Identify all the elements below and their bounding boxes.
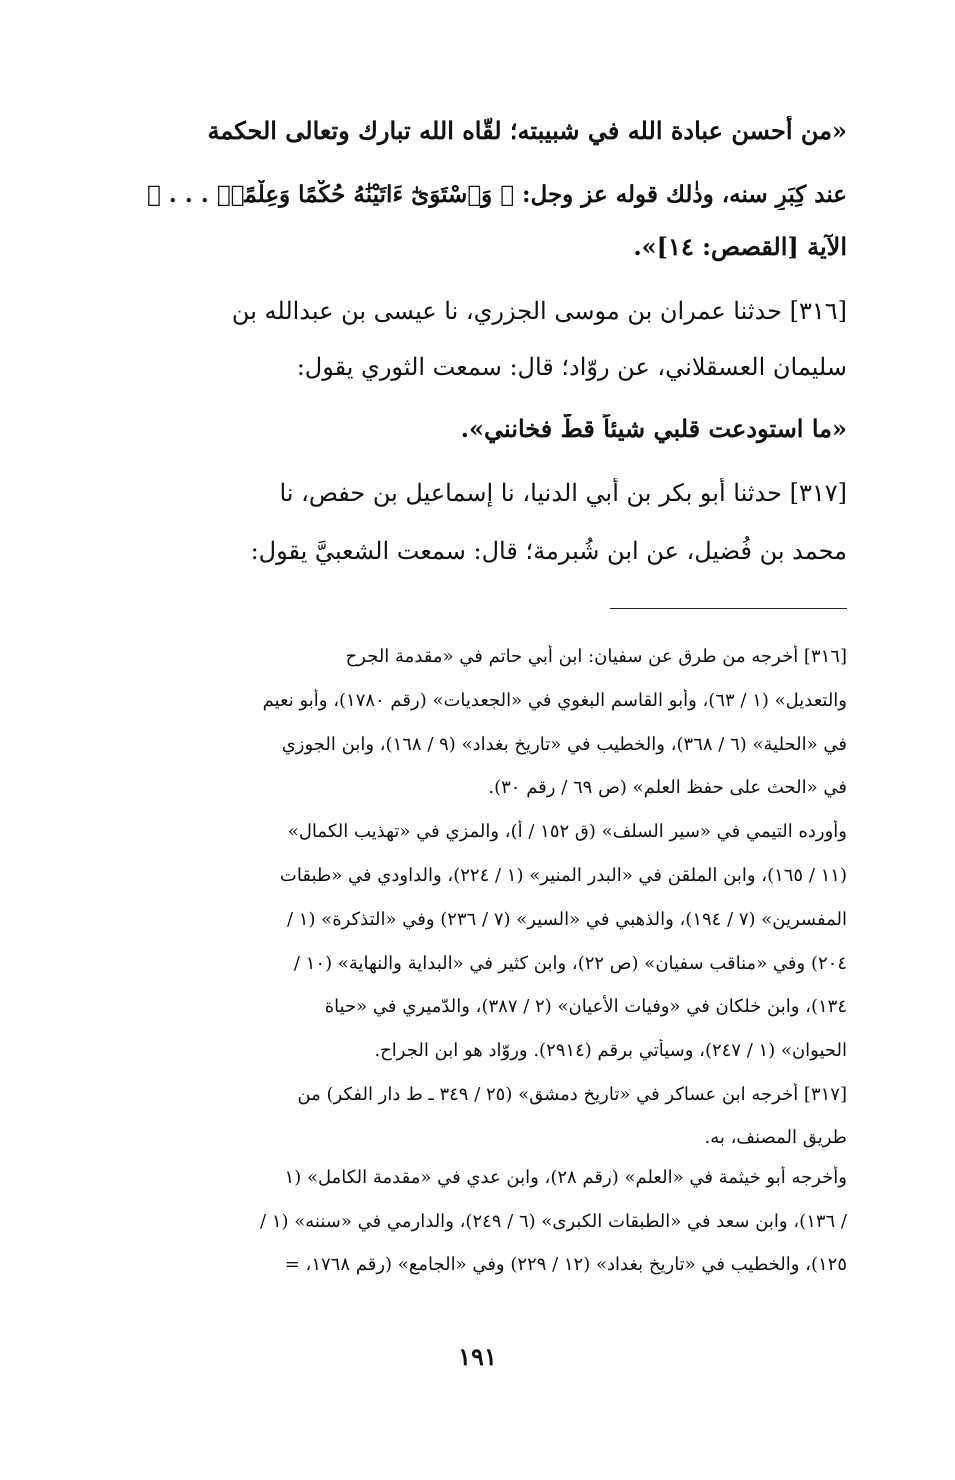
footnote-317b-line-1: وأخرجه أبو خيثمة في «العلم» (رقم ٢٨)، وابن عدي في «مقدمة الكامل» (١ (284, 1167, 847, 1188)
footnote-316b-line-2: (١١ / ١٦٥)، وابن الملقن في «البدر المنير» (١ / ٢٢٤)، والداودي في «طبقات (279, 865, 847, 886)
quote-line-3: الآية [القصص: ١٤]». (633, 232, 847, 261)
footnote-separator (610, 608, 847, 609)
footnote-316-line-1: [٣١٦] أخرجه من طرق عن سفيان: ابن أبي حاتم في «مقدمة الجرح (345, 646, 847, 667)
footnote-316b-line-3: المفسرين» (٧ / ١٩٤)، والذهبي في «السير» (٧ / ٢٣٦) وفي «التذكرة» (١ / (286, 909, 847, 930)
entry-317-line-2: محمد بن فُضيل، عن ابن شُبرمة؛ قال: سمعت الشعبيَّ يقول: (250, 537, 847, 565)
footnote-316-line-3: في «الحلية» (٦ / ٣٦٨)، والخطيب في «تاريخ بغداد» (٩ / ١٦٨)، وابن الجوزي (281, 734, 847, 755)
entry-316-line-1: [٣١٦] حدثنا عمران بن موسى الجزري، نا عيسى بن عبدالله بن (231, 297, 847, 325)
entry-317-line-1: [٣١٧] حدثنا أبو بكر بن أبي الدنيا، نا إسماعيل بن حفص، نا (279, 479, 847, 507)
footnote-317b-line-2: / ١٣٦)، وابن سعد في «الطبقات الكبرى» (٦ / ٢٤٩)، والدارمي في «سننه» (١ / (260, 1211, 847, 1232)
footnote-316b-line-1: وأورده التيمي في «سير السلف» (ق ١٥٢ / أ)، والمزي في «تهذيب الكمال» (287, 821, 847, 842)
quote-line-2: عند كِبَرِ سنه، وذٰلك قوله عز وجل: ﴿ وَٱسْتَوَىٰٓ ءَاتَيْنَٰهُ حُكْمًا وَعِلْمًاۚ . . . ﴾ (146, 181, 847, 208)
footnote-317-line-2: طريق المصنف، به. (704, 1127, 847, 1148)
footnote-316b-line-4: ٢٠٤) وفي «مناقب سفيان» (ص ٢٢)، وابن كثير في «البداية والنهاية» (١٠ / (293, 953, 847, 974)
entry-316-line-2: سليمان العسقلاني، عن روّاد؛ قال: سمعت الثوري يقول: (296, 353, 847, 381)
footnote-316b-line-5: ١٣٤)، وابن خلكان في «وفيات الأعيان» (٢ / ٣٨٧)، والدّميري في «حياة (324, 996, 847, 1017)
footnote-317-line-1: [٣١٧] أخرجه ابن عساكر في «تاريخ دمشق» (٢٥ / ٣٤٩ ـ ط دار الفكر) من (297, 1084, 847, 1105)
quote-line-1: «من أحسن عبادة الله في شبيبته؛ لقّاه الله تبارك وتعالى الحكمة (207, 116, 847, 145)
footnote-317b-line-3: ١٢٥)، والخطيب في «تاريخ بغداد» (١٢ / ٢٢٩) وفي «الجامع» (رقم ١٧٦٨، = (284, 1254, 847, 1275)
entry-316-quote: «ما استودعت قلبي شيئاً قطُّ فخانني». (460, 414, 847, 443)
footnote-316-line-2: والتعديل» (١ / ٦٣)، وأبو القاسم البغوي في «الجعديات» (رقم ١٧٨٠)، وأبو نعيم (262, 690, 847, 711)
footnote-316b-line-6: الحيوان» (١ / ٢٤٧)، وسيأتي برقم (٢٩١٤). وروّاد هو ابن الجراح. (374, 1040, 847, 1061)
footnote-316-line-4: في «الحث على حفظ العلم» (ص ٦٩ / رقم ٣٠). (488, 777, 847, 798)
page-number: ١٩١ (458, 1342, 497, 1371)
